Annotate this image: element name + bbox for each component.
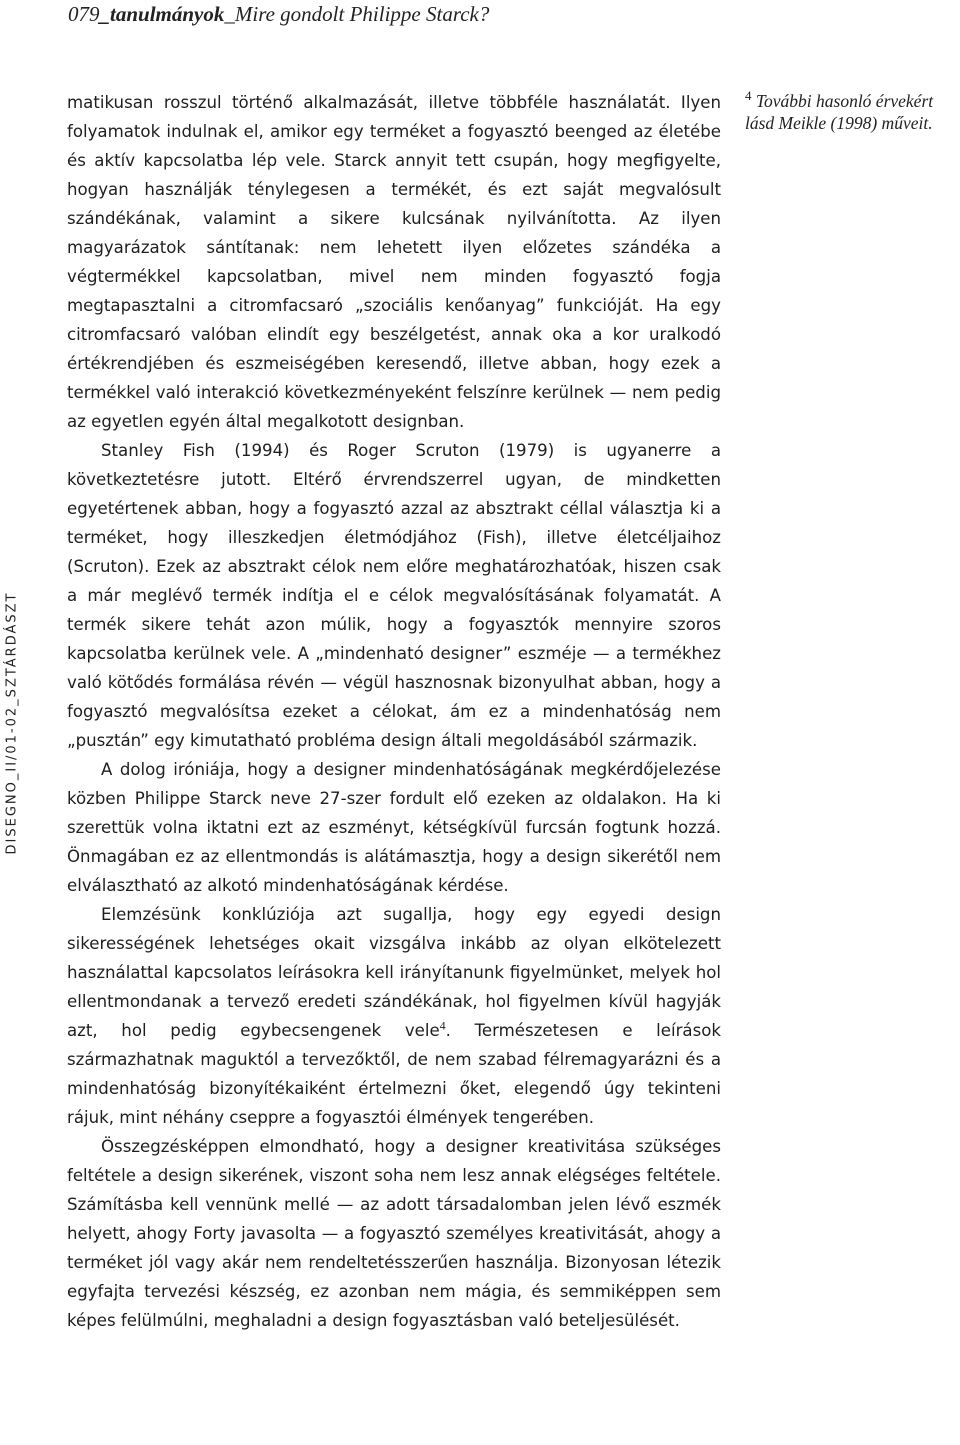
paragraph-4-part-1: Elemzésünk konklúziója azt sugallja, hogy egy egyedi design sikerességének lehetséges okait vizsgálva inkább az olyan elkötelezett használattal kapcsolatos leírásokra kell irányítanunk figyelmünket, melyek hol ellentmondanak a tervező eredeti szándékának, hol figyelmen kívül hagyják azt, hol pedig egybecsengenek vele — [67, 905, 721, 1040]
paragraph-4 — [67, 900, 721, 1132]
footnote-reference[interactable]: 4 — [439, 1018, 446, 1033]
footnote — [745, 90, 960, 134]
article-title: _Mire gondolt Philippe Starck? — [224, 2, 490, 26]
paragraph-3: A dolog iróniája, hogy a designer mindenhatóságának megkérdőjelezése közben Philippe Starck neve 27-szer fordult elő ezeken az oldalakon. Ha ki szerettük volna iktatni ezt az eszményt, kétségkívül furcsán fogtunk hozzá. Önmagában ez az ellentmondás is alátámasztja, hogy a design sikerétől nem elválasztható az alkotó mindenhatóságának kérdése. — [67, 760, 721, 895]
journal-side-label — [2, 591, 22, 854]
running-head — [68, 2, 489, 27]
section-label: _tanulmányok — [99, 2, 225, 26]
article-body — [67, 88, 721, 1335]
side-label-text: DISEGNO_II/01-02_SZTÁRDÁSZT — [4, 591, 20, 854]
page-number: 079 — [68, 2, 100, 26]
paragraph-2: Stanley Fish (1994) és Roger Scruton (1979) is ugyanerre a következtetésre jutott. Eltérő érvrendszerrel ugyan, de mindketten egyetértenek abban, hogy a fogyasztó azzal az absztrakt céllal választja ki a terméket, hogy illeszkedjen életmódjához (Fish), illetve életcéljaihoz (Scruton). Ezek az absztrakt célok nem előre meghatározhatóak, hiszen csak a már meglévő termék indítja el e célok megvalósításának folyamatát. A termék sikere tehát azon múlik, hogy a fogyasztók mennyire szoros kapcsolatba kerülnek vele. A „mindenható designer” eszméje — a termékhez való kötődés formálása révén — végül hasznosnak bizonyulhat abban, hogy a fogyasztó megvalósítsa ezeket a célokat, ám ez a mindenhatóság nem „pusztán” egy kimutatható probléma design általi megoldásából származik. — [67, 441, 721, 750]
paragraph-5: Összegzésképpen elmondható, hogy a designer kreativitása szükséges feltétele a design sikerének, viszont soha nem lesz annak elégséges feltétele. Számításba kell vennünk mellé — az adott társadalomban jelen lévő eszmék helyett, ahogy Forty javasolta — a fogyasztó személyes kreativitását, ahogy a terméket jól vagy akár nem rendeltetésszerűen használja. Bizonyosan létezik egyfajta tervezési készség, ez azonban nem mágia, és semmiképpen sem képes felülmúlni, meghaladni a design fogyasztásban való beteljesülését. — [67, 1137, 721, 1330]
paragraph-1: matikusan rosszul történő alkalmazását, illetve többféle használatát. Ilyen folyamatok indulnak el, amikor egy terméket a fogyasztó beenged az életébe és aktív kapcsolatba lép vele. Starck annyit tett csupán, hogy megfigyelte, hogyan használják ténylegesen a termékét, és ezt saját megvalósult szándékának, valamint a sikere kulcsának nyilvánította. Az ilyen magyarázatok sántítanak: nem lehetett ilyen előzetes szándéka a végtermékkel kapcsolatban, mivel nem minden fogyasztó fogja megtapasztalni a citromfacsaró „szociális kenőanyag” funkcióját. Ha egy citromfacsaró valóban elindít egy beszélgetést, annak oka a kor uralkodó értékrendjében és eszmeiségében keresendő, illetve abban, hogy ezek a termékkel való interakció következményeként felszínre kerülnek — nem pedig az egyetlen egyén által megalkotott designban. — [67, 93, 721, 431]
footnote-text: További hasonló érvekért lásd Meikle (1998) műveit. — [745, 91, 934, 133]
footnote-number: 4 — [745, 88, 752, 104]
paragraph-4-part-2: . Természetesen e leírások származhatnak maguktól a tervezőktől, de nem szabad félremagyarázni és a mindenhatóság bizonyítékaiként értelmezni őket, elegendő úgy tekinteni rájuk, mint néhány cseppre a fogyasztói élmények tengerében. — [67, 1021, 721, 1127]
